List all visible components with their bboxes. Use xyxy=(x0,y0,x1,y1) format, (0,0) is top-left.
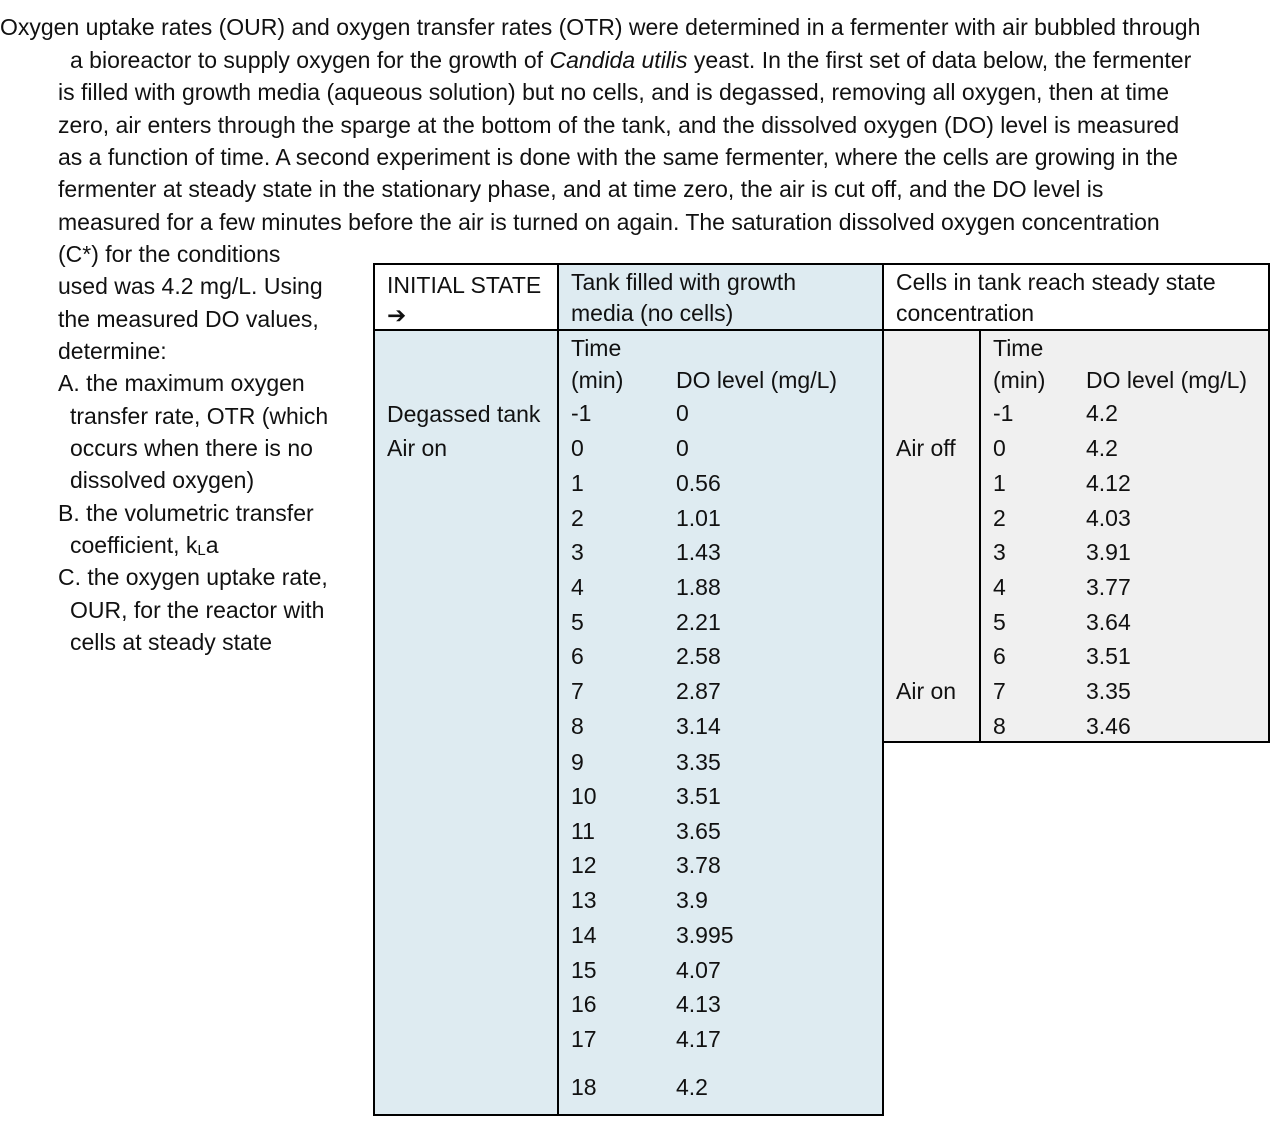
exp2-header-line-1: Cells in tank reach steady state xyxy=(896,269,1216,295)
exp1-time-cell: 3 xyxy=(571,539,584,565)
question-line-1: used was 4.2 mg/L. Using xyxy=(58,273,323,299)
exp1-shading-body xyxy=(375,330,882,1115)
exp2-time-cell: 8 xyxy=(993,713,1006,739)
exp1-time-cell: -1 xyxy=(571,400,592,426)
exp1-time-cell: 12 xyxy=(571,852,597,878)
exp1-do-cell: 2.87 xyxy=(676,678,721,704)
exp2-do-cell: 3.51 xyxy=(1086,643,1131,669)
exp1-do-cell: 4.17 xyxy=(676,1026,721,1052)
exp1-time-cell: 14 xyxy=(571,922,597,948)
exp2-do-header: DO level (mg/L) xyxy=(1086,367,1248,393)
intro-line-2-post: yeast. In the first set of data below, the fermenter xyxy=(687,47,1192,73)
exp2-time-cell: 3 xyxy=(993,539,1006,565)
exp1-event-degassed: Degassed tank xyxy=(387,401,541,427)
exp1-do-cell: 0.56 xyxy=(676,470,721,496)
exp2-time-unit: (min) xyxy=(993,367,1046,393)
exp1-time-unit: (min) xyxy=(571,367,624,393)
exp1-time-cell: 10 xyxy=(571,783,597,809)
exp1-time-header: Time xyxy=(571,335,622,361)
exp2-time-cell: 0 xyxy=(993,435,1006,461)
exp1-do-cell: 3.9 xyxy=(676,887,708,913)
intro-line-4: zero, air enters through the sparge at the bottom of the tank, and the dissolved oxygen (DO) level is measured xyxy=(58,112,1180,138)
intro-line-7: measured for a few minutes before the air is turned on again. The saturation dissolved oxygen concentration xyxy=(58,209,1160,235)
exp1-do-cell: 4.2 xyxy=(676,1074,708,1100)
exp2-time-header: Time xyxy=(993,335,1044,361)
exp1-do-cell: 0 xyxy=(676,435,689,461)
exp1-do-cell: 1.01 xyxy=(676,505,721,531)
exp2-event-air-on: Air on xyxy=(896,678,957,704)
question-a-line-3: occurs when there is no xyxy=(70,435,313,461)
kla-subscript: L xyxy=(197,542,206,559)
exp2-time-cell: -1 xyxy=(993,400,1014,426)
exp1-do-cell: 3.14 xyxy=(676,713,721,739)
exp2-do-cell: 4.03 xyxy=(1086,505,1131,531)
question-c-line-2: OUR, for the reactor with xyxy=(70,597,325,623)
exp1-time-cell: 18 xyxy=(571,1074,597,1100)
question-c-line-1: C. the oxygen uptake rate, xyxy=(58,564,328,590)
exp2-event-air-off: Air off xyxy=(896,435,956,461)
exp2-do-cell: 4.2 xyxy=(1086,435,1118,461)
exp1-do-cell: 2.21 xyxy=(676,609,721,635)
exp1-time-cell: 1 xyxy=(571,470,584,496)
exp1-do-cell: 1.43 xyxy=(676,539,721,565)
intro-line-2-pre: a bioreactor to supply oxygen for the growth of xyxy=(70,47,550,73)
question-b-line-2 xyxy=(70,530,219,566)
species-name: Candida utilis xyxy=(549,47,688,73)
exp1-time-cell: 16 xyxy=(571,991,597,1017)
exp2-time-cell: 6 xyxy=(993,643,1006,669)
exp1-event-air-on: Air on xyxy=(387,435,448,461)
exp1-header-line-2: media (no cells) xyxy=(571,300,734,326)
arrow-icon: ➔ xyxy=(387,302,407,328)
exp1-do-cell: 2.58 xyxy=(676,643,721,669)
intro-line-5: as a function of time. A second experiment is done with the same fermenter, where the cells are growing in the xyxy=(58,144,1178,170)
exp2-do-cell: 4.2 xyxy=(1086,400,1118,426)
question-a-line-2: transfer rate, OTR (which xyxy=(70,403,329,429)
intro-line-6: fermenter at steady state in the stationary phase, and at time zero, the air is cut off, and the DO level is xyxy=(58,176,1104,202)
exp1-header-line-1: Tank filled with growth xyxy=(571,269,796,295)
exp1-time-cell: 6 xyxy=(571,643,584,669)
exp1-do-cell: 3.35 xyxy=(676,749,721,775)
exp1-do-cell: 1.88 xyxy=(676,574,721,600)
intro-line-1: Oxygen uptake rates (OUR) and oxygen transfer rates (OTR) were determined in a fermenter with air bubbled through xyxy=(0,14,1201,40)
exp2-time-cell: 4 xyxy=(993,574,1006,600)
exp2-do-cell: 3.46 xyxy=(1086,713,1131,739)
exp1-time-cell: 11 xyxy=(571,818,595,844)
exp1-time-cell: 15 xyxy=(571,957,597,983)
question-line-2: the measured DO values, xyxy=(58,306,319,332)
exp2-do-cell: 3.91 xyxy=(1086,539,1131,565)
question-a-line-4: dissolved oxygen) xyxy=(70,467,255,493)
exp1-time-cell: 0 xyxy=(571,435,584,461)
exp1-time-cell: 4 xyxy=(571,574,584,600)
exp2-time-cell: 7 xyxy=(993,678,1006,704)
question-c-line-3: cells at steady state xyxy=(70,629,272,655)
exp1-do-cell: 0 xyxy=(676,400,689,426)
exp1-time-cell: 7 xyxy=(571,678,584,704)
exp1-do-cell: 3.51 xyxy=(676,783,721,809)
question-b-line-1: B. the volumetric transfer xyxy=(58,500,314,526)
exp2-do-cell: 3.64 xyxy=(1086,609,1131,635)
exp1-time-cell: 5 xyxy=(571,609,584,635)
exp1-time-cell: 13 xyxy=(571,887,597,913)
exp1-time-cell: 2 xyxy=(571,505,584,531)
exp2-time-cell: 1 xyxy=(993,470,1006,496)
exp2-do-cell: 3.77 xyxy=(1086,574,1131,600)
exp2-do-cell: 3.35 xyxy=(1086,678,1131,704)
initial-state-label: INITIAL STATE xyxy=(387,272,542,298)
exp1-time-cell: 17 xyxy=(571,1026,597,1052)
exp1-do-header: DO level (mg/L) xyxy=(676,367,838,393)
exp1-do-cell: 3.65 xyxy=(676,818,721,844)
kla-suffix: a xyxy=(205,532,219,558)
exp1-do-cell: 4.07 xyxy=(676,957,721,983)
question-line-3: determine: xyxy=(58,338,167,364)
exp2-do-cell: 4.12 xyxy=(1086,470,1131,496)
exp1-time-cell: 9 xyxy=(571,749,584,775)
exp2-header-line-2: concentration xyxy=(896,300,1035,326)
kla-prefix: coefficient, k xyxy=(70,532,198,558)
exp1-time-cell: 8 xyxy=(571,713,584,739)
question-a-line-1: A. the maximum oxygen xyxy=(58,370,305,396)
exp2-time-cell: 5 xyxy=(993,609,1006,635)
intro-line-2 xyxy=(70,45,1191,75)
intro-line-8: (C*) for the conditions xyxy=(58,241,281,267)
intro-line-3: is filled with growth media (aqueous solution) but no cells, and is degassed, removing all oxygen, then at time xyxy=(58,79,1169,105)
exp2-time-cell: 2 xyxy=(993,505,1006,531)
exp1-do-cell: 3.78 xyxy=(676,852,721,878)
exp1-do-cell: 3.995 xyxy=(676,922,734,948)
exp1-do-cell: 4.13 xyxy=(676,991,721,1017)
